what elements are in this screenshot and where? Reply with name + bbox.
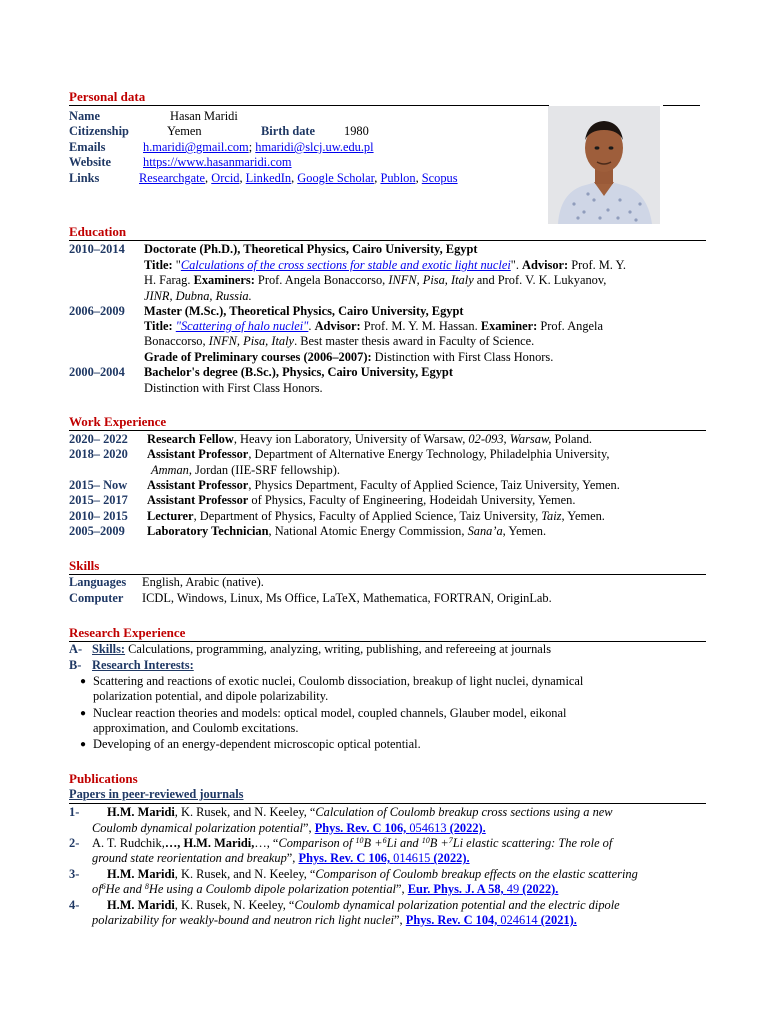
work-role: Assistant Professor bbox=[147, 447, 249, 461]
computer-label: Computer bbox=[69, 591, 124, 605]
superscript: 7 bbox=[448, 836, 453, 845]
bullet-icon: ● bbox=[80, 708, 87, 719]
phd-examiner-2-place: JINR, Dubna, Russia. bbox=[144, 289, 252, 303]
pub-line bbox=[107, 898, 620, 913]
pub-line bbox=[92, 821, 486, 836]
msc-heading: Master (M.Sc.), Theoretical Physics, Cairo University, Egypt bbox=[144, 304, 464, 318]
pub-journal-link[interactable] bbox=[406, 913, 577, 927]
work-years: 2015– 2017 bbox=[69, 493, 128, 507]
pub-journal: Phys. Rev. C 104, bbox=[405, 913, 501, 927]
divider-personal bbox=[69, 105, 549, 106]
languages-label: Languages bbox=[69, 575, 127, 589]
pub-authors: , K. Rusek, and N. Keeley, “ bbox=[174, 805, 316, 819]
msc-examiner-cont: Bonaccorso, bbox=[144, 334, 209, 348]
pub-author: …, H.M. Maridi, bbox=[164, 836, 255, 850]
phd-advisor-cont: H. Farag. bbox=[144, 273, 194, 287]
pub-line bbox=[92, 882, 558, 897]
work-role: Lecturer bbox=[147, 509, 194, 523]
work-role: Assistant Professor bbox=[147, 493, 249, 507]
email-separator: ; bbox=[248, 140, 256, 154]
pub-journal-link[interactable] bbox=[408, 882, 559, 896]
work-years: 2018– 2020 bbox=[69, 447, 128, 461]
emails-label: Emails bbox=[69, 140, 106, 154]
email-link-gmail[interactable]: h.maridi@gmail.com bbox=[143, 140, 249, 154]
link-linkedin[interactable]: LinkedIn bbox=[245, 171, 292, 185]
pub-number: 2- bbox=[69, 836, 80, 850]
work-detail: , Department of Physics, Faculty of Applied Science, Taiz University, bbox=[193, 509, 542, 523]
website-label: Website bbox=[69, 155, 111, 169]
superscript: 6 bbox=[101, 882, 106, 891]
pub-page: 024614 bbox=[500, 913, 538, 927]
pub-sep: …, “ bbox=[254, 836, 279, 850]
msc-advisor: Prof. M. Y. M. Hassan. bbox=[360, 319, 481, 333]
work-detail: , Heavy ion Laboratory, University of Warsaw, bbox=[233, 432, 469, 446]
phd-thesis-link[interactable]: Calculations of the cross sections for stable and exotic light nuclei bbox=[180, 258, 511, 272]
msc-advisor-label: Advisor: bbox=[314, 319, 361, 333]
work-row bbox=[147, 432, 592, 447]
work-tail: Poland. bbox=[551, 432, 593, 446]
work-role: Assistant Professor bbox=[147, 478, 249, 492]
phd-heading: Doctorate (Ph.D.), Theoretical Physics, Cairo University, Egypt bbox=[144, 242, 478, 256]
msc-examiner-place: INFN, Pisa, Italy bbox=[208, 334, 295, 348]
work-role: Research Fellow bbox=[147, 432, 234, 446]
work-years: 2005–2009 bbox=[69, 524, 125, 538]
section-title-personal: Personal data bbox=[69, 89, 146, 104]
pub-title-part: He using a Coulomb dipole polarization potential bbox=[148, 882, 396, 896]
superscript: 6 bbox=[382, 836, 387, 845]
pub-year: (2022). bbox=[519, 882, 559, 896]
pub-sep: ”, bbox=[302, 821, 315, 835]
interest-item-line: Scattering and reactions of exotic nuclei, Coulomb dissociation, breakup of light nuclei, dynamical bbox=[93, 674, 584, 688]
phd-years: 2010–2014 bbox=[69, 242, 125, 256]
pub-author: H.M. Maridi bbox=[107, 805, 175, 819]
pub-year: (2022). bbox=[430, 851, 470, 865]
bsc-honors: Distinction with First Class Honors. bbox=[144, 381, 323, 395]
languages-value: English, Arabic (native). bbox=[142, 575, 264, 589]
pub-sep: ”, bbox=[286, 851, 299, 865]
section-title-work: Work Experience bbox=[69, 414, 167, 429]
interest-item-line: Developing of an energy-dependent microscopic optical potential. bbox=[93, 737, 421, 751]
citizenship-value: Yemen bbox=[167, 124, 202, 138]
phd-examiner-1: Prof. Angela Bonaccorso, bbox=[254, 273, 389, 287]
work-place: Taiz bbox=[541, 509, 562, 523]
email-link-uw[interactable]: hmaridi@slcj.uw.edu.pl bbox=[255, 140, 374, 154]
link-orcid[interactable]: Orcid bbox=[211, 171, 240, 185]
pub-title-part: Li and bbox=[386, 836, 422, 850]
phd-examiners-line bbox=[144, 273, 606, 288]
pub-journal-link[interactable] bbox=[315, 821, 486, 835]
pub-title-part: Comparison of bbox=[278, 836, 356, 850]
pub-sep: ”, bbox=[396, 882, 408, 896]
interest-item-line: polarization potential, and dipole polarizability. bbox=[93, 689, 329, 703]
msc-title-line bbox=[144, 319, 603, 334]
divider-education bbox=[69, 240, 706, 241]
work-row bbox=[147, 493, 575, 508]
pub-line bbox=[107, 867, 638, 882]
link-google-scholar[interactable]: Google Scholar bbox=[297, 171, 375, 185]
phd-advisor: Prof. M. Y. bbox=[568, 258, 626, 272]
pub-title-part: He and bbox=[105, 882, 145, 896]
pub-authors: , K. Rusek, N. Keeley, “ bbox=[174, 898, 295, 912]
pub-number: 3- bbox=[69, 867, 80, 881]
work-detail: , Physics Department, Faculty of Applied Science, Taiz University, Yemen. bbox=[248, 478, 620, 492]
pub-line bbox=[92, 836, 612, 851]
phd-examiner-1-place: INFN, Pisa, Italy bbox=[388, 273, 474, 287]
research-skills-text: Calculations, programming, analyzing, writing, publishing, and refereeing at journals bbox=[125, 642, 552, 656]
research-a-label: A- bbox=[69, 642, 83, 656]
pub-title: Comparison of Coulomb breakup effects on the elastic scattering bbox=[315, 867, 638, 881]
link-publon[interactable]: Publon bbox=[380, 171, 416, 185]
pub-title bbox=[278, 836, 612, 850]
bsc-heading: Bachelor's degree (B.Sc.), Physics, Cairo University, Egypt bbox=[144, 365, 453, 379]
publications-subtitle: Papers in peer-reviewed journals bbox=[69, 787, 244, 801]
work-tail: , Yemen. bbox=[502, 524, 547, 538]
pub-authors: , K. Rusek, and N. Keeley, “ bbox=[174, 867, 316, 881]
computer-value: ICDL, Windows, Linux, Ms Office, LaTeX, Mathematica, FORTRAN, OriginLab. bbox=[142, 591, 552, 605]
msc-award-line bbox=[144, 334, 534, 349]
work-row bbox=[147, 509, 605, 524]
msc-grade-line bbox=[144, 350, 553, 365]
pub-authors: A. T. Rudchik, bbox=[92, 836, 165, 850]
phd-title-label: Title: bbox=[144, 258, 176, 272]
pub-page: 014615 bbox=[393, 851, 431, 865]
work-role: Laboratory Technician bbox=[147, 524, 269, 538]
quote-open: " bbox=[175, 258, 181, 272]
superscript: 10 bbox=[355, 836, 364, 845]
work-place: 02-093, Warsaw, bbox=[468, 432, 552, 446]
phd-title-line bbox=[144, 258, 626, 273]
superscript: 10 bbox=[421, 836, 430, 845]
pub-title-part: of bbox=[92, 882, 102, 896]
msc-examiner: Prof. Angela bbox=[537, 319, 603, 333]
msc-sep: . bbox=[308, 319, 315, 333]
bullet-icon: ● bbox=[80, 739, 87, 750]
research-interests-head: Research Interests: bbox=[92, 658, 194, 672]
phd-examiner-2: and Prof. V. K. Lukyanov, bbox=[473, 273, 607, 287]
pub-title bbox=[92, 882, 396, 896]
msc-thesis-link[interactable]: "Scattering of halo nuclei" bbox=[175, 319, 309, 333]
work-detail: , National Atomic Energy Commission, bbox=[268, 524, 468, 538]
bullet-icon: ● bbox=[80, 676, 87, 687]
profile-photo bbox=[548, 106, 660, 224]
work-place: Sana’a bbox=[467, 524, 503, 538]
msc-grade: Distinction with First Class Honors. bbox=[371, 350, 554, 364]
pub-title: ground state reorientation and breakup bbox=[92, 851, 287, 865]
divider-personal-short bbox=[663, 105, 700, 106]
links-label: Links bbox=[69, 171, 100, 185]
pub-journal: Phys. Rev. C 106, bbox=[314, 821, 410, 835]
divider-publications bbox=[69, 803, 706, 804]
pub-sep: ”, bbox=[394, 913, 406, 927]
pub-title: Coulomb dynamical polarization potential bbox=[92, 821, 303, 835]
link-scopus[interactable]: Scopus bbox=[421, 171, 458, 185]
work-row bbox=[147, 478, 620, 493]
section-title-research: Research Experience bbox=[69, 625, 186, 640]
msc-award: . Best master thesis award in Faculty of Science. bbox=[294, 334, 535, 348]
pub-author: H.M. Maridi bbox=[107, 867, 175, 881]
work-years: 2020– 2022 bbox=[69, 432, 128, 446]
profile-links: Researchgate, Orcid, LinkedIn, Google Scholar, Publon, Scopus bbox=[139, 171, 458, 185]
link-researchgate[interactable]: Researchgate bbox=[139, 171, 206, 185]
name-label: Name bbox=[69, 109, 100, 123]
name-row bbox=[69, 109, 100, 124]
research-skills-head: Skills: bbox=[92, 642, 126, 656]
research-skills-line bbox=[92, 642, 551, 657]
divider-work bbox=[69, 430, 706, 431]
phd-examiners-label: Examiners: bbox=[193, 273, 255, 287]
pub-line bbox=[107, 805, 613, 820]
section-title-education: Education bbox=[69, 224, 127, 239]
pub-title-part: B + bbox=[363, 836, 383, 850]
pub-journal-link[interactable] bbox=[299, 851, 470, 865]
work-detail: , Jordan (IIE-SRF fellowship). bbox=[188, 463, 340, 477]
name-value: Hasan Maridi bbox=[170, 109, 238, 123]
pub-journal: Phys. Rev. C 106, bbox=[298, 851, 394, 865]
section-title-skills: Skills bbox=[69, 558, 100, 573]
pub-line bbox=[92, 851, 470, 866]
interest-item-line: approximation, and Coulomb excitations. bbox=[93, 721, 299, 735]
pub-page: 054613 bbox=[409, 821, 447, 835]
work-row bbox=[147, 447, 609, 462]
pub-number: 4- bbox=[69, 898, 80, 912]
bsc-years: 2000–2004 bbox=[69, 365, 125, 379]
pub-title: Calculation of Coulomb breakup cross sections using a new bbox=[315, 805, 613, 819]
work-row-cont bbox=[151, 463, 340, 478]
interest-item-line: Nuclear reaction theories and models: optical model, coupled channels, Glauber model, eikonal bbox=[93, 706, 567, 720]
section-title-publications: Publications bbox=[69, 771, 138, 786]
pub-title-part: B + bbox=[429, 836, 449, 850]
citizenship-label: Citizenship bbox=[69, 124, 129, 138]
work-row bbox=[147, 524, 546, 539]
research-b-label: B- bbox=[69, 658, 82, 672]
website-link[interactable]: https://www.hasanmaridi.com bbox=[143, 155, 292, 169]
work-years: 2010– 2015 bbox=[69, 509, 128, 523]
pub-page: 49 bbox=[506, 882, 520, 896]
birth-label: Birth date bbox=[261, 124, 316, 138]
emails-row bbox=[143, 140, 374, 155]
phd-advisor-label: Advisor: bbox=[522, 258, 569, 272]
pub-author: H.M. Maridi bbox=[107, 898, 175, 912]
work-years: 2015– Now bbox=[69, 478, 128, 492]
msc-title-label: Title: bbox=[144, 319, 176, 333]
pub-title-part: Li elastic scattering: The role of bbox=[452, 836, 613, 850]
msc-examiner-label: Examiner: bbox=[480, 319, 538, 333]
pub-year: (2021). bbox=[537, 913, 577, 927]
msc-grade-label: Grade of Preliminary courses (2006–2007): bbox=[144, 350, 372, 364]
pub-number: 1- bbox=[69, 805, 80, 819]
msc-years: 2006–2009 bbox=[69, 304, 125, 318]
birth-value: 1980 bbox=[344, 124, 369, 138]
quote-close: ". bbox=[510, 258, 523, 272]
pub-title: polarizability for weakly-bound and neutron rich light nuclei bbox=[92, 913, 395, 927]
superscript: 8 bbox=[144, 882, 149, 891]
work-tail: , Yemen. bbox=[561, 509, 605, 523]
pub-journal: Eur. Phys. J. A 58, bbox=[407, 882, 507, 896]
work-place: Amman bbox=[151, 463, 189, 477]
pub-year: (2022). bbox=[446, 821, 486, 835]
pub-line bbox=[92, 913, 577, 928]
work-detail: , Department of Alternative Energy Technology, Philadelphia University, bbox=[248, 447, 610, 461]
pub-title: Coulomb dynamical polarization potential and the electric dipole bbox=[294, 898, 620, 912]
work-detail: of Physics, Faculty of Engineering, Hodeidah University, Yemen. bbox=[248, 493, 576, 507]
